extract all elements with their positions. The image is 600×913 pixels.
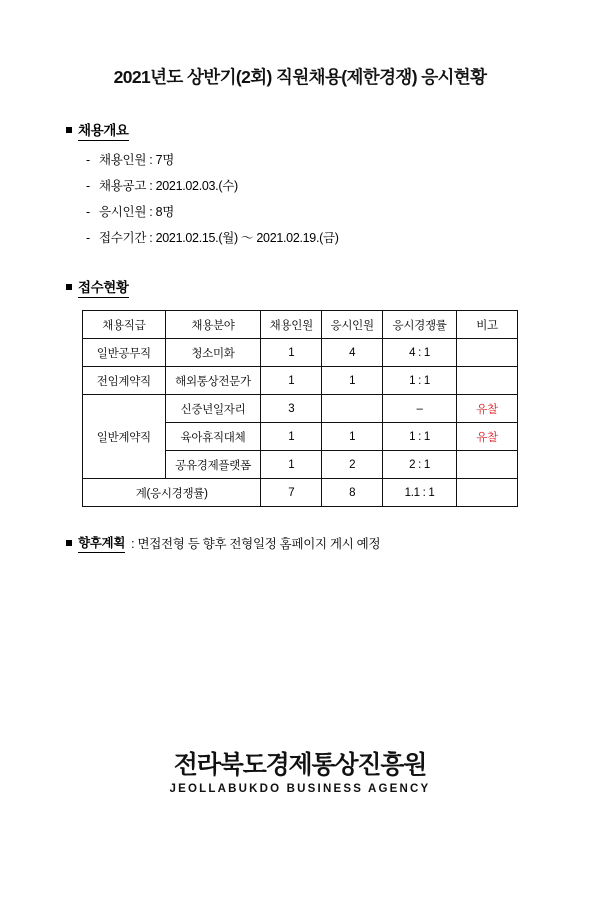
- organization-name-ko: 전라북도경제통상진흥원: [173, 751, 427, 779]
- overview-heading-label: 채용개요: [78, 119, 129, 141]
- cell-hire: 1: [261, 367, 322, 395]
- column-header-hire: 채용인원: [261, 311, 322, 339]
- cell-field: 육아휴직대체: [165, 423, 261, 451]
- list-item: [86, 176, 540, 194]
- square-bullet-icon: [66, 540, 72, 546]
- table-header: [83, 311, 518, 339]
- section-overview: [60, 119, 540, 246]
- column-header-grade: 채용직급: [83, 311, 166, 339]
- status-heading: [66, 276, 540, 298]
- list-item: [86, 202, 540, 220]
- cell-hire: 1: [261, 339, 322, 367]
- cell-grade: 전임계약직: [83, 367, 166, 395]
- cell-field: 공유경제플랫폼: [165, 451, 261, 479]
- list-item: [86, 150, 540, 168]
- table-body: [83, 339, 518, 507]
- column-header-field: 채용분야: [165, 311, 261, 339]
- organization-name-en: JEOLLABUKDO BUSINESS AGENCY: [169, 783, 431, 795]
- section-status: [60, 276, 540, 507]
- cell-rate: –: [383, 395, 457, 423]
- dash-icon: -: [86, 231, 90, 245]
- cell-grade: 일반공무직: [83, 339, 166, 367]
- list-item-label: 접수기간 : 2021.02.15.(월) ～ 2021.02.19.(금): [99, 231, 339, 245]
- cell-rate: 2 : 1: [383, 451, 457, 479]
- cell-hire: 1: [261, 423, 322, 451]
- cell-note: 유찰: [457, 395, 518, 423]
- status-heading-label: 접수현황: [78, 276, 129, 298]
- table-header-row: [83, 311, 518, 339]
- cell-applicants: 4: [322, 339, 383, 367]
- list-item: [86, 228, 540, 246]
- cell-note: [457, 339, 518, 367]
- cell-field: 청소미화: [165, 339, 261, 367]
- list-item-label: 응시인원 : 8명: [99, 205, 175, 219]
- cell-hire: 3: [261, 395, 322, 423]
- plan-label: 향후계획: [78, 533, 125, 553]
- cell-rate: 1 : 1: [383, 423, 457, 451]
- cell-applicants: 1: [322, 423, 383, 451]
- cell-total-rate: 1.1 : 1: [383, 479, 457, 507]
- square-bullet-icon: [66, 284, 72, 290]
- overview-list: [60, 150, 540, 246]
- cell-applicants: 2: [322, 451, 383, 479]
- dash-icon: -: [86, 179, 90, 193]
- cell-total-hire: 7: [261, 479, 322, 507]
- plan-text: : 면접전형 등 향후 전형일정 홈페이지 게시 예정: [131, 537, 381, 551]
- document-page: [0, 64, 600, 913]
- cell-field: 신중년일자리: [165, 395, 261, 423]
- cell-note: 유찰: [457, 423, 518, 451]
- page-title: 2021년도 상반기(2회) 직원채용(제한경쟁) 응시현황: [113, 67, 487, 87]
- dash-icon: -: [86, 205, 90, 219]
- footer-logo: [0, 745, 600, 795]
- dash-icon: -: [86, 153, 90, 167]
- list-item-label: 채용공고 : 2021.02.03.(수): [99, 179, 238, 193]
- plan-line: [66, 533, 540, 553]
- section-plan: [60, 533, 540, 553]
- square-bullet-icon: [66, 127, 72, 133]
- cell-total-applicants: 8: [322, 479, 383, 507]
- cell-rate: 1 : 1: [383, 367, 457, 395]
- cell-note: [457, 367, 518, 395]
- status-table: [82, 310, 518, 507]
- cell-applicants: [322, 395, 383, 423]
- overview-heading: [66, 119, 540, 141]
- column-header-applicants: 응시인원: [322, 311, 383, 339]
- column-header-note: 비고: [457, 311, 518, 339]
- cell-total-label: 계(응시경쟁률): [83, 479, 261, 507]
- table-row: [83, 367, 518, 395]
- cell-note: [457, 451, 518, 479]
- cell-applicants: 1: [322, 367, 383, 395]
- table-row: [83, 395, 518, 423]
- cell-total-note: [457, 479, 518, 507]
- cell-field: 해외통상전문가: [165, 367, 261, 395]
- table-row: [83, 339, 518, 367]
- cell-hire: 1: [261, 451, 322, 479]
- status-table-wrap: [60, 310, 540, 507]
- table-total-row: [83, 479, 518, 507]
- list-item-label: 채용인원 : 7명: [99, 153, 175, 167]
- column-header-rate: 응시경쟁률: [383, 311, 457, 339]
- cell-rate: 4 : 1: [383, 339, 457, 367]
- cell-grade: 일반계약직: [83, 395, 166, 479]
